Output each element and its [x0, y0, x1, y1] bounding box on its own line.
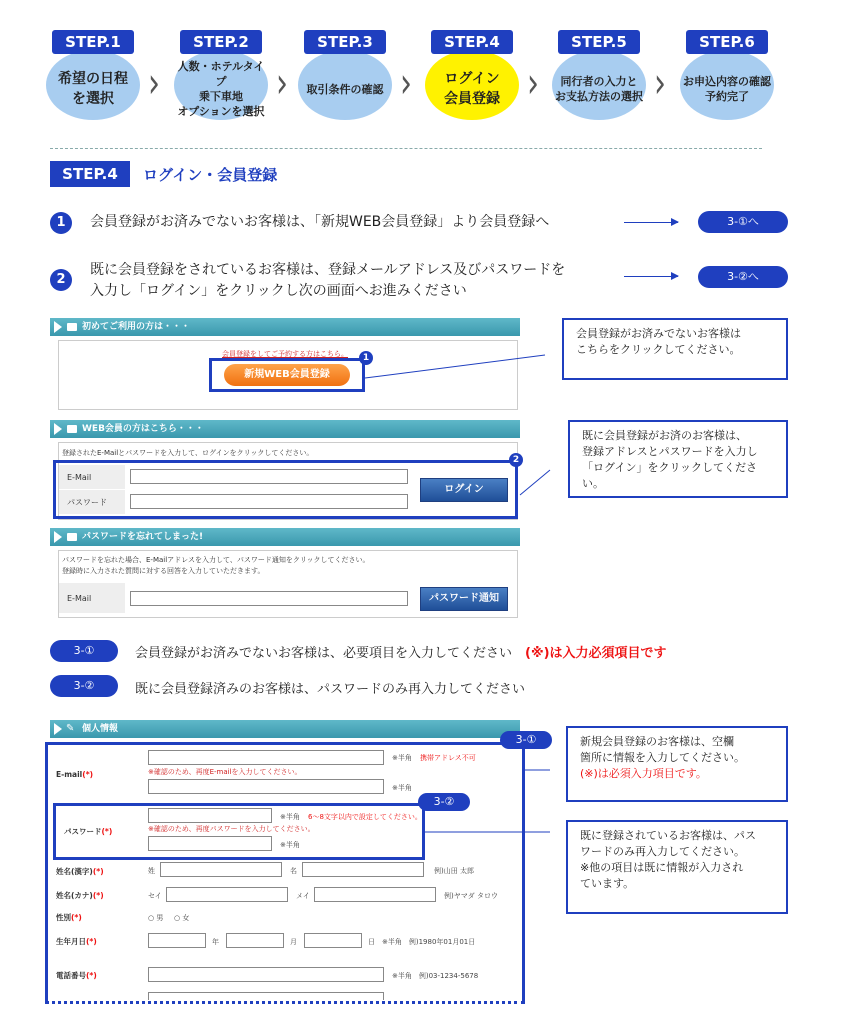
callout-register: 会員登録がお済みでないお客様は こちらをクリックしてください。 — [562, 318, 788, 380]
item-1-number: 1 — [50, 212, 72, 234]
name-example: 例)山田 太郎 — [434, 867, 474, 875]
personal-password-label: パスワード (*) — [64, 826, 113, 836]
forgot-note-2: 登録時に入力された質問に対する回答を入力していただきます。 — [62, 567, 265, 575]
sei-kana-input[interactable] — [166, 887, 288, 902]
panel-web-member-header: WEB会員の方はこちら・・・ — [50, 420, 520, 438]
panel-forgot-header: パスワードを忘れてしまった! — [50, 528, 520, 546]
step-label: お申込内容の確認 予約完了 — [680, 50, 774, 120]
register-note[interactable]: 会員登録をしてご予約する方はこちら。 — [222, 350, 348, 358]
mei-input[interactable] — [302, 862, 424, 877]
step-label: 希望の日程 を選択 — [46, 50, 140, 120]
password-hint: ※半角 — [280, 813, 300, 821]
chevron-right-icon: › — [527, 59, 539, 108]
personal-phone-label: 電話番号 (*) — [56, 970, 97, 980]
badge-3-1: 3-① — [500, 731, 552, 749]
personal-email-input[interactable] — [148, 750, 384, 765]
step-tag: STEP.1 — [52, 30, 134, 54]
personal-header: ✎ 個人情報 — [50, 720, 520, 738]
forgot-email-label: E-Mail — [59, 583, 125, 613]
badge-3-2: 3-② — [418, 793, 470, 811]
sei-kana-label: セイ — [148, 892, 162, 900]
subitem-1-pill: 3-① — [50, 640, 118, 662]
step-label: 人数・ホテルタイプ 乗下車地 オプションを選択 — [174, 50, 268, 120]
item-2-number: 2 — [50, 269, 72, 291]
email-hint: ※半角 — [392, 754, 412, 762]
chevron-right-icon: › — [276, 59, 288, 108]
email-confirm-hint: ※半角 — [392, 784, 412, 792]
mei-kana-label: メイ — [296, 892, 310, 900]
section-title: ログイン・会員登録 — [143, 166, 278, 184]
sei-input[interactable] — [160, 862, 282, 877]
birth-example: ※半角 例)1980年01月01日 — [382, 938, 476, 946]
callout-existing-member: 既に登録されているお客様は、パス ワードのみ再入力してください。 ※他の項目は既に情報が入力され ています。 — [566, 820, 788, 914]
subitem-2-pill: 3-② — [50, 675, 118, 697]
callout-new-member: 新規会員登録のお客様は、空欄 箇所に情報を入力してください。 (※)は必須入力項目です。 — [566, 726, 788, 802]
section-step-tag: STEP.4 — [50, 161, 130, 187]
email-warn: 携帯アドレス不可 — [420, 754, 476, 762]
item-1-text: 会員登録がお済みでないお客様は、「新規WEB会員登録」より会員登録へ — [90, 214, 550, 230]
chevron-right-icon: › — [654, 59, 666, 108]
personal-gender-label: 性別 (*) — [56, 912, 82, 922]
item-2-link-pill[interactable]: 3-②へ — [698, 266, 788, 288]
personal-password-confirm-input[interactable] — [148, 836, 272, 851]
personal-kana-label: 姓名(カナ) (*) — [56, 890, 104, 900]
personal-birth-label: 生年月日 (*) — [56, 936, 97, 946]
kana-example: 例)ヤマダ タロウ — [444, 892, 498, 900]
password-notify-button[interactable]: パスワード通知 — [420, 587, 508, 611]
year-unit: 年 — [212, 938, 219, 946]
password-confirm-hint: ※半角 — [280, 841, 300, 849]
item-2-text-line2: 入力し「ログイン」をクリックし次の画面へお進みください — [90, 283, 467, 299]
item-2-text-line1: 既に会員登録をされているお客様は、登録メールアドレス及びパスワードを — [90, 262, 566, 278]
step-tag: STEP.2 — [180, 30, 262, 54]
birth-month-input[interactable] — [226, 933, 284, 948]
next-input[interactable] — [148, 992, 384, 1000]
step-label: 取引条件の確認 — [298, 50, 392, 120]
email-label: E-Mail — [59, 465, 125, 489]
personal-name-label: 姓名(漢字) (*) — [56, 866, 104, 876]
subitem-1-text: 会員登録がお済みでないお客様は、必要項目を入力してください (※)は入力必須項目です — [135, 646, 667, 661]
sei-label: 姓 — [148, 867, 155, 875]
personal-password-input[interactable] — [148, 808, 272, 823]
password-warn: 6～8文字以内で設定してください。 — [308, 813, 422, 821]
item-1-link-pill[interactable]: 3-①へ — [698, 211, 788, 233]
step-tag: STEP.6 — [686, 30, 768, 54]
callout-login: 既に会員登録がお済のお客様は、 登録アドレスとパスワードを入力し 「ログイン」をクリックしてください。 — [568, 420, 788, 498]
step-label: 同行者の入力と お支払方法の選択 — [552, 50, 646, 120]
step-label: ログイン 会員登録 — [425, 50, 519, 120]
panel-first-time-header: 初めてご利用の方は・・・ — [50, 318, 520, 336]
personal-email-confirm-input[interactable] — [148, 779, 384, 794]
month-unit: 月 — [290, 938, 297, 946]
panel1-badge: 1 — [359, 351, 373, 365]
chevron-right-icon: › — [148, 59, 160, 108]
login-button[interactable]: ログイン — [420, 478, 508, 502]
forgot-note-1: パスワードを忘れた場合、E-Mailアドレスを入力して、パスワード通知をクリックしてください。 — [62, 556, 370, 564]
birth-year-input[interactable] — [148, 933, 206, 948]
day-unit: 日 — [368, 938, 375, 946]
step-tag: STEP.3 — [304, 30, 386, 54]
panel2-badge: 2 — [509, 453, 523, 467]
phone-example: ※半角 例)03-1234-5678 — [392, 972, 479, 980]
mei-label: 名 — [290, 867, 297, 875]
birth-day-input[interactable] — [304, 933, 362, 948]
password-confirm-note: ※確認のため、再度パスワードを入力してください。 — [148, 825, 315, 833]
gender-female-radio[interactable]: ○ 女 — [174, 914, 190, 922]
step-tag: STEP.5 — [558, 30, 640, 54]
gender-male-radio[interactable]: ○ 男 — [148, 914, 164, 922]
personal-email-label: E-mail (*) — [56, 769, 94, 779]
step-tag: STEP.4 — [431, 30, 513, 54]
phone-input[interactable] — [148, 967, 384, 982]
mei-kana-input[interactable] — [314, 887, 436, 902]
new-web-member-button[interactable]: 新規WEB会員登録 — [224, 364, 350, 386]
login-note: 登録されたE-Mailとパスワードを入力して、ログインをクリックしてください。 — [62, 449, 314, 457]
subitem-2-text: 既に会員登録済みのお客様は、パスワードのみ再入力してください — [135, 682, 526, 697]
chevron-right-icon: › — [400, 59, 412, 108]
email-confirm-note: ※確認のため、再度E-mailを入力してください。 — [148, 768, 302, 776]
pencil-icon: ✎ — [66, 723, 75, 734]
password-label: パスワード — [59, 490, 125, 514]
